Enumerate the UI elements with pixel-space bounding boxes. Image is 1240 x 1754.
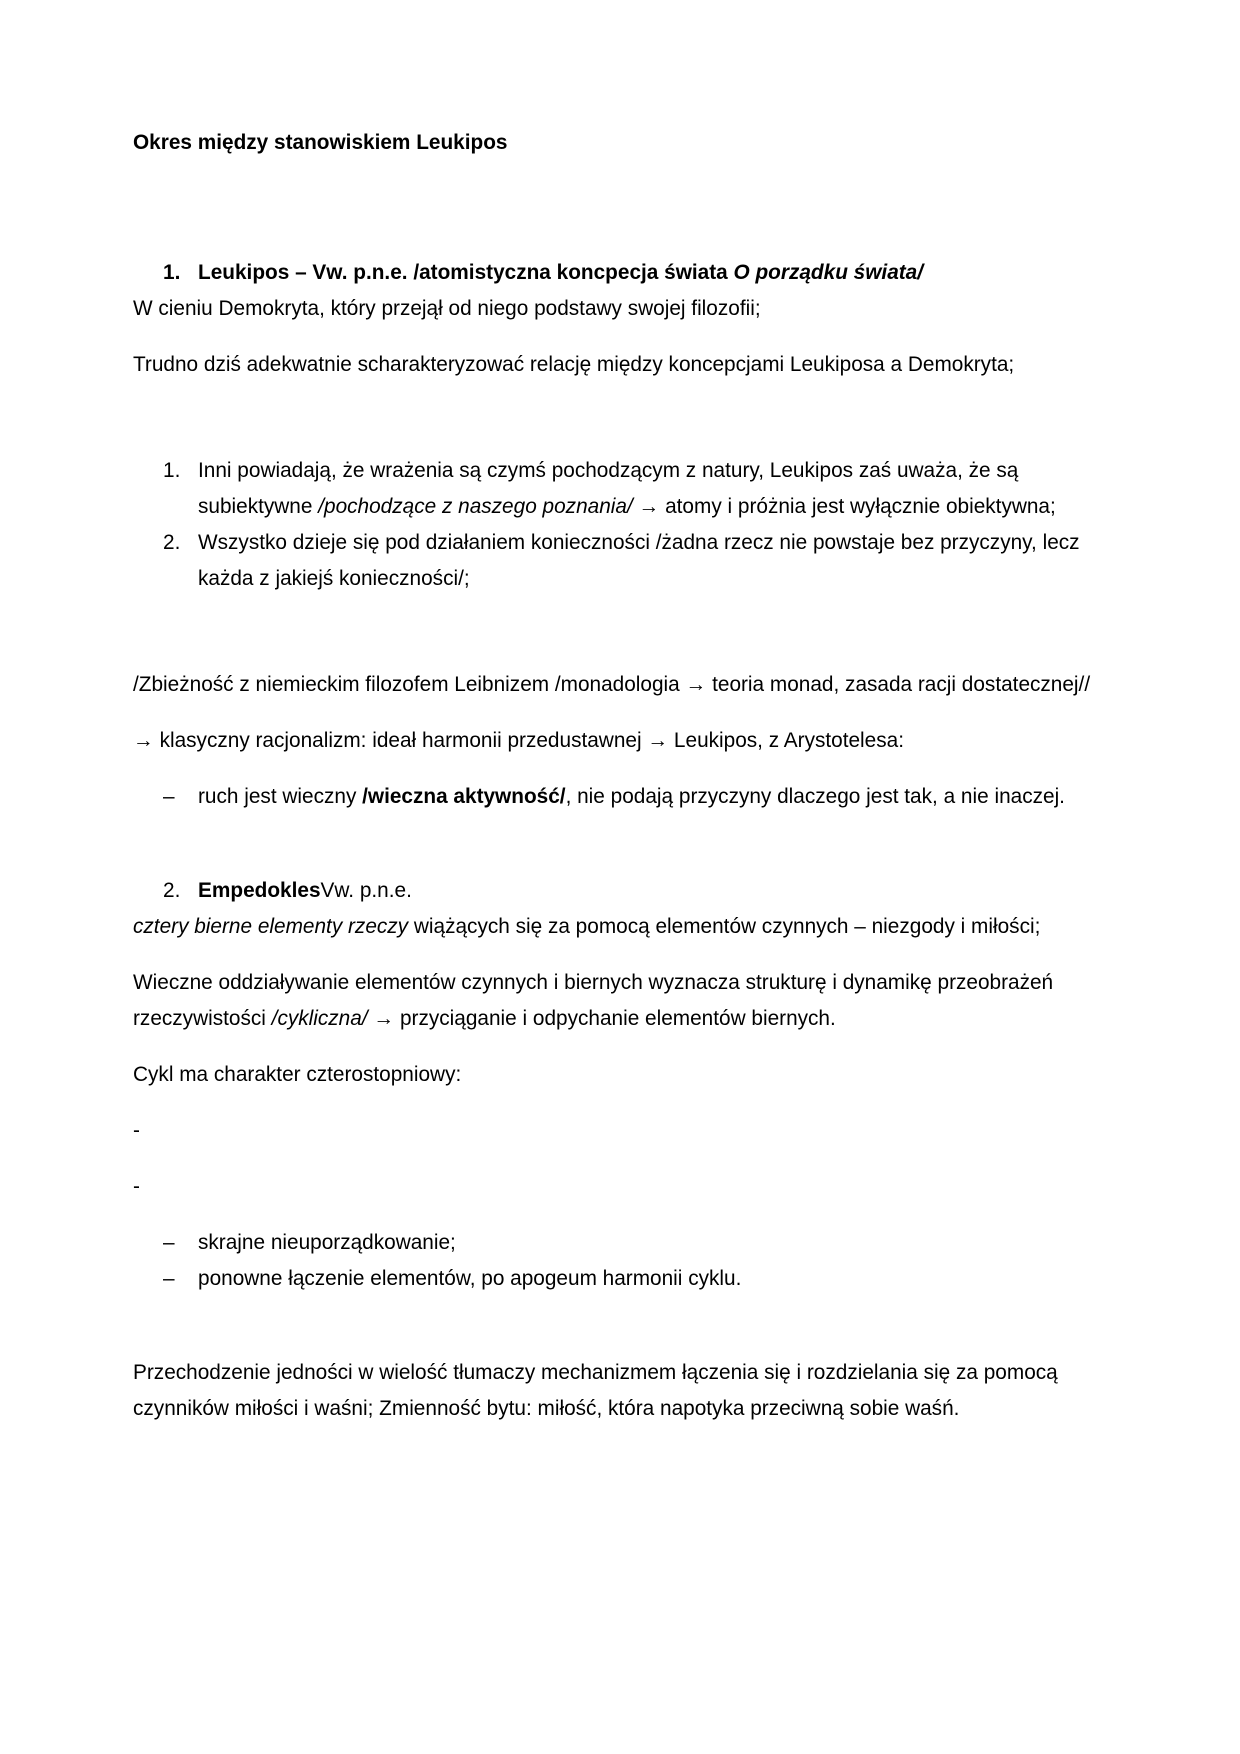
dash-item-ruch	[163, 779, 1128, 815]
paragraph-wieczne-pre-run: Wieczne oddziaływanie elementów czynnych i biernych wyznacza strukturę i dynamikę przeobrażeń rzeczywistości	[133, 971, 1054, 1030]
paragraph-trudno: Trudno dziś adekwatnie scharakteryzować relację między koncepcjami Leukiposa a Demokryta;	[133, 353, 1015, 376]
numbered-item-1-text	[198, 453, 1128, 525]
numbered-item-1-pre-run: Inni powiadają, że wrażenia są czymś pochodzącym z natury, Leukipos zaś uważa, że są subiektywne	[198, 459, 1019, 518]
paragraph-zbieznosc: /Zbieżność z niemieckim filozofem Leibnizem /monadologia → teoria monad, zasada racji dostatecznej//	[133, 673, 1091, 696]
dash-item-skrajne	[163, 1225, 1128, 1261]
heading-empedokles	[163, 873, 1128, 909]
dash-item-ruch-text	[198, 779, 1128, 815]
numbered-item-2-number: 2.	[163, 531, 181, 554]
paragraph-racjonalizm: → klasyczny racjonalizm: ideał harmonii przedustawnej → Leukipos, z Arystotelesa:	[133, 729, 904, 752]
lone-dash-2: -	[133, 1175, 140, 1198]
heading-empedokles-rest-run: Vw. p.n.e.	[320, 879, 412, 902]
numbered-item-1-post-run: → atomy i próżnia jest wyłącznie obiektywna;	[632, 495, 1056, 518]
lone-dash-1: -	[133, 1119, 140, 1142]
numbered-item-1-italic-run: /pochodzące z naszego poznania/	[318, 495, 633, 518]
heading-leukipos	[163, 255, 1128, 291]
heading-leukipos-italic-run: O porządku świata/	[733, 261, 924, 284]
dash-item-ponowne-bullet: –	[163, 1267, 175, 1290]
paragraph-cztery-rest-run: wiążących się za pomocą elementów czynnych – niezgody i miłości;	[408, 915, 1041, 938]
paragraph-przechodzenie: Przechodzenie jedności w wielość tłumaczy mechanizmem łączenia się i rozdzielania się za pomocą czynników miłości i waśni; Zmienność bytu: miłość, która napotyka przeciwną sobie waśń.	[133, 1361, 1058, 1420]
paragraph-wieczne	[133, 965, 1128, 1037]
dash-item-ruch-post-run: , nie podają przyczyny dlaczego jest tak, a nie inaczej.	[565, 785, 1065, 808]
heading-leukipos-number: 1.	[163, 261, 181, 284]
dash-item-ruch-pre-run: ruch jest wieczny	[198, 785, 363, 808]
paragraph-wieczne-italic-run: /cykliczna/	[271, 1007, 368, 1030]
numbered-item-1	[163, 453, 1128, 525]
dash-item-ponowne	[163, 1261, 1128, 1297]
numbered-item-2-text: Wszystko dzieje się pod działaniem konieczności /żadna rzecz nie powstaje bez przyczyny, lecz każda z jakiejś konieczności/;	[198, 531, 1080, 590]
heading-empedokles-number: 2.	[163, 879, 181, 902]
paragraph-wieczne-post-run: → przyciąganie i odpychanie elementów biernych.	[367, 1007, 836, 1030]
dash-item-ruch-bullet: –	[163, 785, 175, 808]
paragraph-w-cieniu: W cieniu Demokryta, który przejął od niego podstawy swojej filozofii;	[133, 297, 761, 320]
heading-leukipos-main-run: Leukipos – Vw. p.n.e. /atomistyczna koncpecja świata	[198, 261, 734, 284]
dash-item-skrajne-bullet: –	[163, 1231, 175, 1254]
dash-item-skrajne-text: skrajne nieuporządkowanie;	[198, 1231, 456, 1254]
numbered-item-1-number: 1.	[163, 459, 181, 482]
dash-item-ruch-bold-run: /wieczna aktywność/	[362, 785, 566, 808]
heading-leukipos-text	[198, 255, 1128, 291]
paragraph-cykl: Cykl ma charakter czterostopniowy:	[133, 1063, 462, 1086]
document-title: Okres między stanowiskiem Leukipos	[133, 131, 508, 154]
dash-item-ponowne-text: ponowne łączenie elementów, po apogeum harmonii cyklu.	[198, 1267, 742, 1290]
numbered-item-2	[163, 525, 1128, 597]
heading-empedokles-bold-run: Empedokles	[198, 879, 321, 902]
paragraph-cztery	[133, 909, 1128, 945]
paragraph-cztery-italic-run: cztery bierne elementy rzeczy	[133, 915, 409, 938]
heading-empedokles-text	[198, 873, 1128, 909]
